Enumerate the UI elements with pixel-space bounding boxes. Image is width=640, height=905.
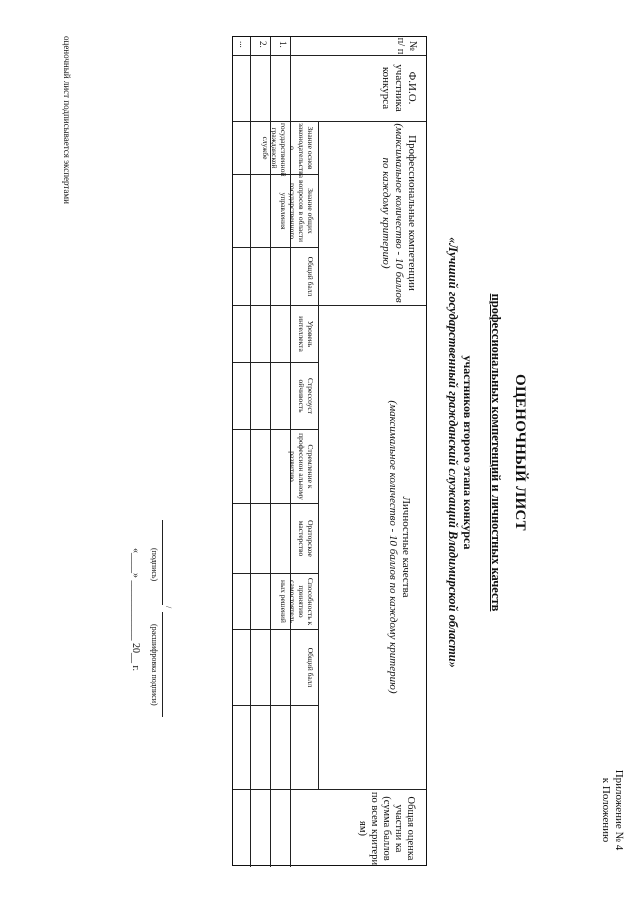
group-header-personal [386,305,412,789]
column-header-prof-total: Общий балл [306,256,315,297]
appendix-line-2: к Положению [600,777,612,843]
group-header-professional [379,121,418,305]
appendix-line-1: Приложение № 4 [613,769,625,851]
row-number: ... [238,41,248,48]
appendix-reference [599,740,625,880]
personal-header-label: Личностные качества [400,496,412,598]
professional-header-note: (максимальное количество - 10 баллов по каждому критерию) [380,123,405,303]
column-header-management-knowledge: Знание общих вопросов в области государственного управления [279,180,315,242]
signature-line [162,520,163,605]
subtitle-contest-name: «Лучший государственный гражданский служащий Владимирской области» [446,237,460,668]
column-header-law-knowledge: Знание основ законодательства о государственной гражданской службе [261,123,315,178]
column-header-decision-making: Способность к принятию самостоятель ных решений [279,577,315,626]
evaluation-table [232,36,427,866]
column-header-professional-growth: Стремление к профессион альному развитию [288,433,315,500]
experts-note: оценочный лист подписывается экспертами [62,36,72,204]
page-title: ОЦЕНОЧНЫЙ ЛИСТ [512,373,528,531]
decode-label: (расшифровка подписи) [150,624,159,706]
decode-line [162,612,163,717]
subtitle-competencies: профессиональных компетенций и личностных качеств [489,293,503,612]
column-header-total-score: Общая оценка участни ка (сумма баллов по всем критери ям) [357,791,416,866]
row-number: 2. [258,41,268,48]
subtitle-participants: участников второго этапа конкурса [461,355,475,550]
column-header-stress-resistance: Стрессоуст ойчивость [297,377,315,415]
date-line: «____» ____________ 20__ г. [130,548,141,671]
personal-header-note: (максимальное количество - 10 баллов по каждому критерию) [387,400,399,694]
signature-label: (подпись) [150,548,159,582]
row-number: 1. [278,41,288,48]
column-header-intellect: Уровень интеллекта [297,316,315,352]
column-header-oratory: Ораторское мастерство [297,520,315,557]
column-header-pers-total: Общий балл [306,647,315,688]
signature-slash: / [164,606,173,609]
column-header-fio: Ф.И.О. участника конкурса [380,64,418,112]
professional-header-label: Профессиональные компетенции [406,135,418,291]
column-header-number: № п/ п [395,37,418,55]
